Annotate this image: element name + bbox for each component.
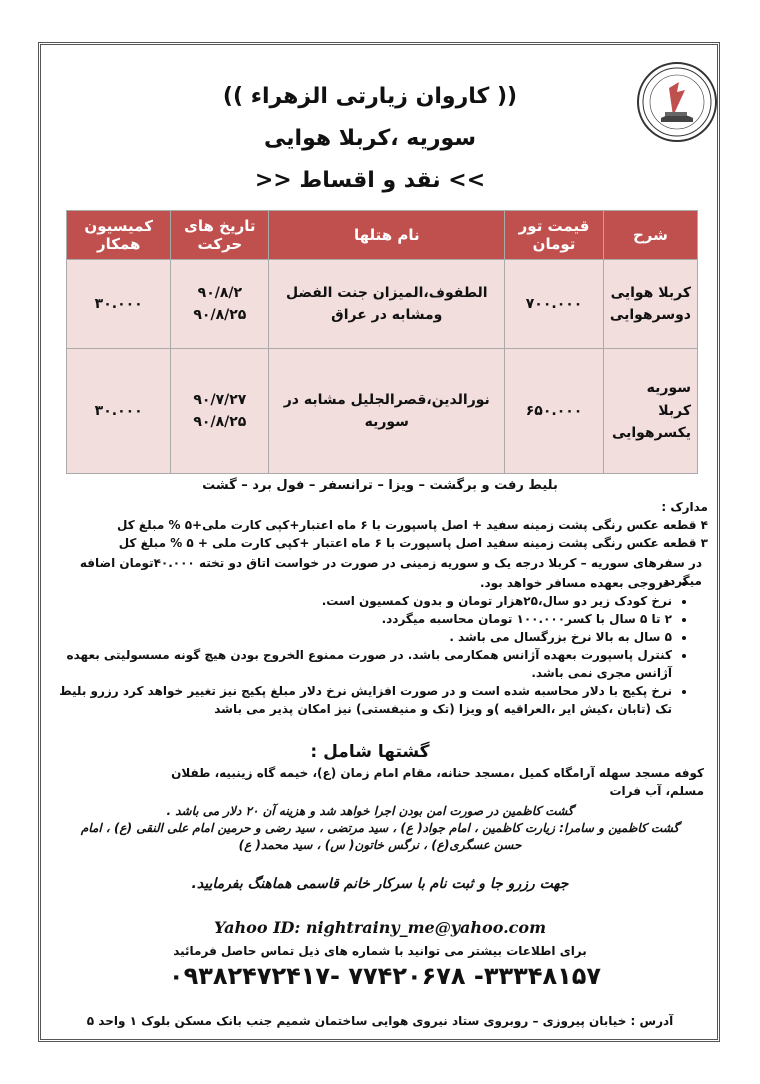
payment-title: >> نقد و اقساط << xyxy=(254,168,486,193)
documents-list xyxy=(68,516,708,552)
note-item: • ۲ تا ۵ سال با کسر۱۰۰.۰۰۰ تومان محاسبه میگردد. xyxy=(52,610,672,628)
note-item: • ۵ سال به بالا نرخ بزرگسال می باشد . xyxy=(52,628,672,646)
row-price: ۷۰۰.۰۰۰ xyxy=(505,260,604,349)
row-dates: ۹۰/۷/۲۷ ۹۰/۸/۲۵ xyxy=(171,349,269,474)
row-hotels: الطفوف،المیزان جنت الفضل ومشابه در عراق xyxy=(269,260,505,349)
notes-intro: در سفرهای سوریه – کربلا درجه یک و سوریه زمینی در صورت در خواست اتاق دو تخته ۴۰.۰۰۰تومان اضافه میگردد. xyxy=(79,556,702,588)
yahoo-id[interactable]: Yahoo ID: nightrainy_me@yahoo.com xyxy=(213,918,547,937)
row-commission: ۳۰.۰۰۰ xyxy=(67,349,171,474)
col-commission: کمیسیون همکار xyxy=(67,211,171,260)
samarra-tour: گشت کاظمین و سامرا: زیارت کاظمین ، امام جواد( ع) ، سید مرتضی ، سید رضی و حرمین امام علی النقی (ع) ، امام حسن عسگری(ع) ، نرگس خاتون( س) ، سید محمد( ع) xyxy=(80,821,680,852)
document-item: ۳ قطعه عکس رنگی پشت زمینه سفید اصل پاسپورت با ۶ ماه اعتبار +کپی کارت ملی + ۵ % مبلغ کل xyxy=(118,536,708,550)
row-hotels: نورالدین،قصرالجلیل مشابه در سوریه xyxy=(269,349,505,474)
row-desc: سوریه کربلا یکسرهوایی xyxy=(603,349,697,474)
kazemein-note: گشت کاظمین در صورت امن بودن اجرا خواهد شد و هزینه آن ۲۰ دلار می باشد . xyxy=(166,804,574,818)
row-dates: ۹۰/۸/۲ ۹۰/۸/۲۵ xyxy=(171,260,269,349)
document-item: ۴ قطعه عکس رنگی پشت زمینه سفید + اصل پاسپورت با ۶ ماه اعتبار+کپی کارت ملی+۵ % مبلغ کل xyxy=(117,518,708,532)
table-header-row xyxy=(67,211,698,260)
notes-list xyxy=(52,574,690,718)
tours-heading: گشتها شامل : xyxy=(310,742,430,762)
note-item: • نرخ کودک زیر دو سال،۲۵هزار تومان و بدون کمسیون است. xyxy=(52,592,672,610)
tours-body: کوفه مسجد سهله آرامگاه کمیل ،مسجد حنانه، مقام امام زمان (ع)، خیمه گاه زینبیه، طفلان مسلم، آب فرات xyxy=(171,766,704,798)
included-services: بلیط رفت و برگشت – ویزا – ترانسفر – فول برد – گشت xyxy=(202,478,558,493)
reservation-note: جهت رزرو جا و ثبت نام با سرکار خانم قاسمی هماهنگ بفرمایید. xyxy=(191,876,569,892)
note-item: • خروجی بعهده مسافر خواهد بود. xyxy=(52,574,672,592)
col-hotels: نام هتلها xyxy=(269,211,505,260)
row-commission: ۳۰.۰۰۰ xyxy=(67,260,171,349)
col-price: قیمت تور تومان xyxy=(505,211,604,260)
note-item: • نرخ پکیج با دلار محاسبه شده است و در صورت افزایش نرخ دلار مبلغ پکیج نیز تغییر خواهد کرد رزرو بلیط تک (تابان ،کیش ایر ،العراقیه )و ویزا (تک و منیفستی) نیز امکان پذیر می باشد xyxy=(52,682,672,718)
documents-heading: مدارک : xyxy=(661,500,708,514)
phone-numbers: ۰۹۳۸۲۴۷۲۴۱۷- ۷۷۴۲۰۶۷۸ -۳۳۳۴۸۱۵۷ xyxy=(168,962,602,990)
note-item: • کنترل پاسپورت بعهده آژانس همکارمی باشد. در صورت ممنوع الخروج بودن هیچ گونه مسسولیتی بعهده آژانس مجری نمی باشد. xyxy=(52,646,672,682)
tour-price-table xyxy=(66,210,698,474)
table-row xyxy=(67,349,698,474)
caravan-title: (( کاروان زیارتی الزهراء )) xyxy=(222,84,518,109)
tour-route-title: سوریه ،کربلا هوایی xyxy=(264,126,476,151)
address: آدرس : خیابان پیروزی – روبروی ستاد نیروی هوایی ساختمان شمیم جنب بانک مسکن بلوک ۱ واحد ۵ xyxy=(86,1014,674,1028)
table-row xyxy=(67,260,698,349)
row-desc: کربلا هوایی دوسرهوایی xyxy=(603,260,697,349)
row-price: ۶۵۰.۰۰۰ xyxy=(505,349,604,474)
agency-logo xyxy=(637,62,717,142)
contact-info: برای اطلاعات بیشتر می توانید با شماره های ذیل تماس حاصل فرمائید xyxy=(173,944,587,958)
col-dates: تاریخ های حرکت xyxy=(171,211,269,260)
col-desc: شرح xyxy=(603,211,697,260)
